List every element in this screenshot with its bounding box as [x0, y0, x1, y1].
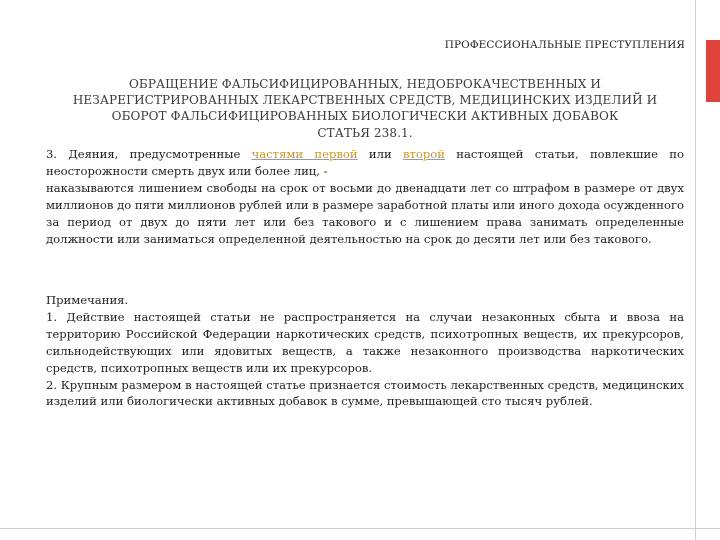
notes-heading: Примечания. [46, 293, 129, 307]
accent-bar [706, 40, 720, 102]
part-3-rest: настоящей статьи, повлекшие по неосторожности смерть двух или более лиц, - [46, 147, 684, 178]
frame-right-border [695, 0, 696, 540]
title-line-2: НЕЗАРЕГИСТРИРОВАННЫХ ЛЕКАРСТВЕННЫХ СРЕДСТВ, МЕДИЦИНСКИХ ИЗДЕЛИЙ И [72, 93, 658, 108]
link-parts-first[interactable]: частями первой [251, 147, 358, 161]
title-line-3: ОБОРОТ ФАЛЬСИФИЦИРОВАННЫХ БИОЛОГИЧЕСКИ АКТИВНЫХ ДОБАВОК [111, 109, 619, 124]
punishment-paragraph: наказываются лишением свободы на срок от восьми до двенадцати лет со штрафом в размере от двух миллионов до пяти миллионов рублей или в размере заработной платы или иного дохода осужденного за период от двух до пяти лет или без такового и с лишением права занимать определенные должности или заниматься определенной деятельностью на срок до десяти лет или без такового. [46, 180, 684, 246]
document-title [42, 76, 688, 141]
article-body [46, 146, 684, 247]
article-number: СТАТЬЯ 238.1. [317, 125, 413, 140]
notes-section [46, 292, 684, 410]
note-1: 1. Действие настоящей статьи не распространяется на случаи незаконных сбыта и ввоза на территорию Российской Федерации наркотических средств, психотропных веществ, их прекурсоров, сильнодействующих или ядовитых веществ, а также незаконного производства наркотических средств, психотропных веществ или их прекурсоров. [46, 309, 684, 375]
or-word: или [357, 147, 403, 161]
note-2: 2. Крупным размером в настоящей статье признается стоимость лекарственных средств, медицинских изделий или биологически активных добавок в сумме, превышающей сто тысяч рублей. [46, 377, 684, 409]
title-line-1: ОБРАЩЕНИЕ ФАЛЬСИФИЦИРОВАННЫХ, НЕДОБРОКАЧЕСТВЕННЫХ И [128, 77, 602, 91]
frame-bottom-border [0, 528, 720, 529]
part-3-intro: 3. Деяния, предусмотренные [46, 147, 252, 161]
part-3-paragraph [46, 146, 684, 180]
link-part-second[interactable]: второй [402, 147, 446, 161]
section-header: ПРОФЕССИОНАЛЬНЫЕ ПРЕСТУПЛЕНИЯ [444, 39, 685, 51]
